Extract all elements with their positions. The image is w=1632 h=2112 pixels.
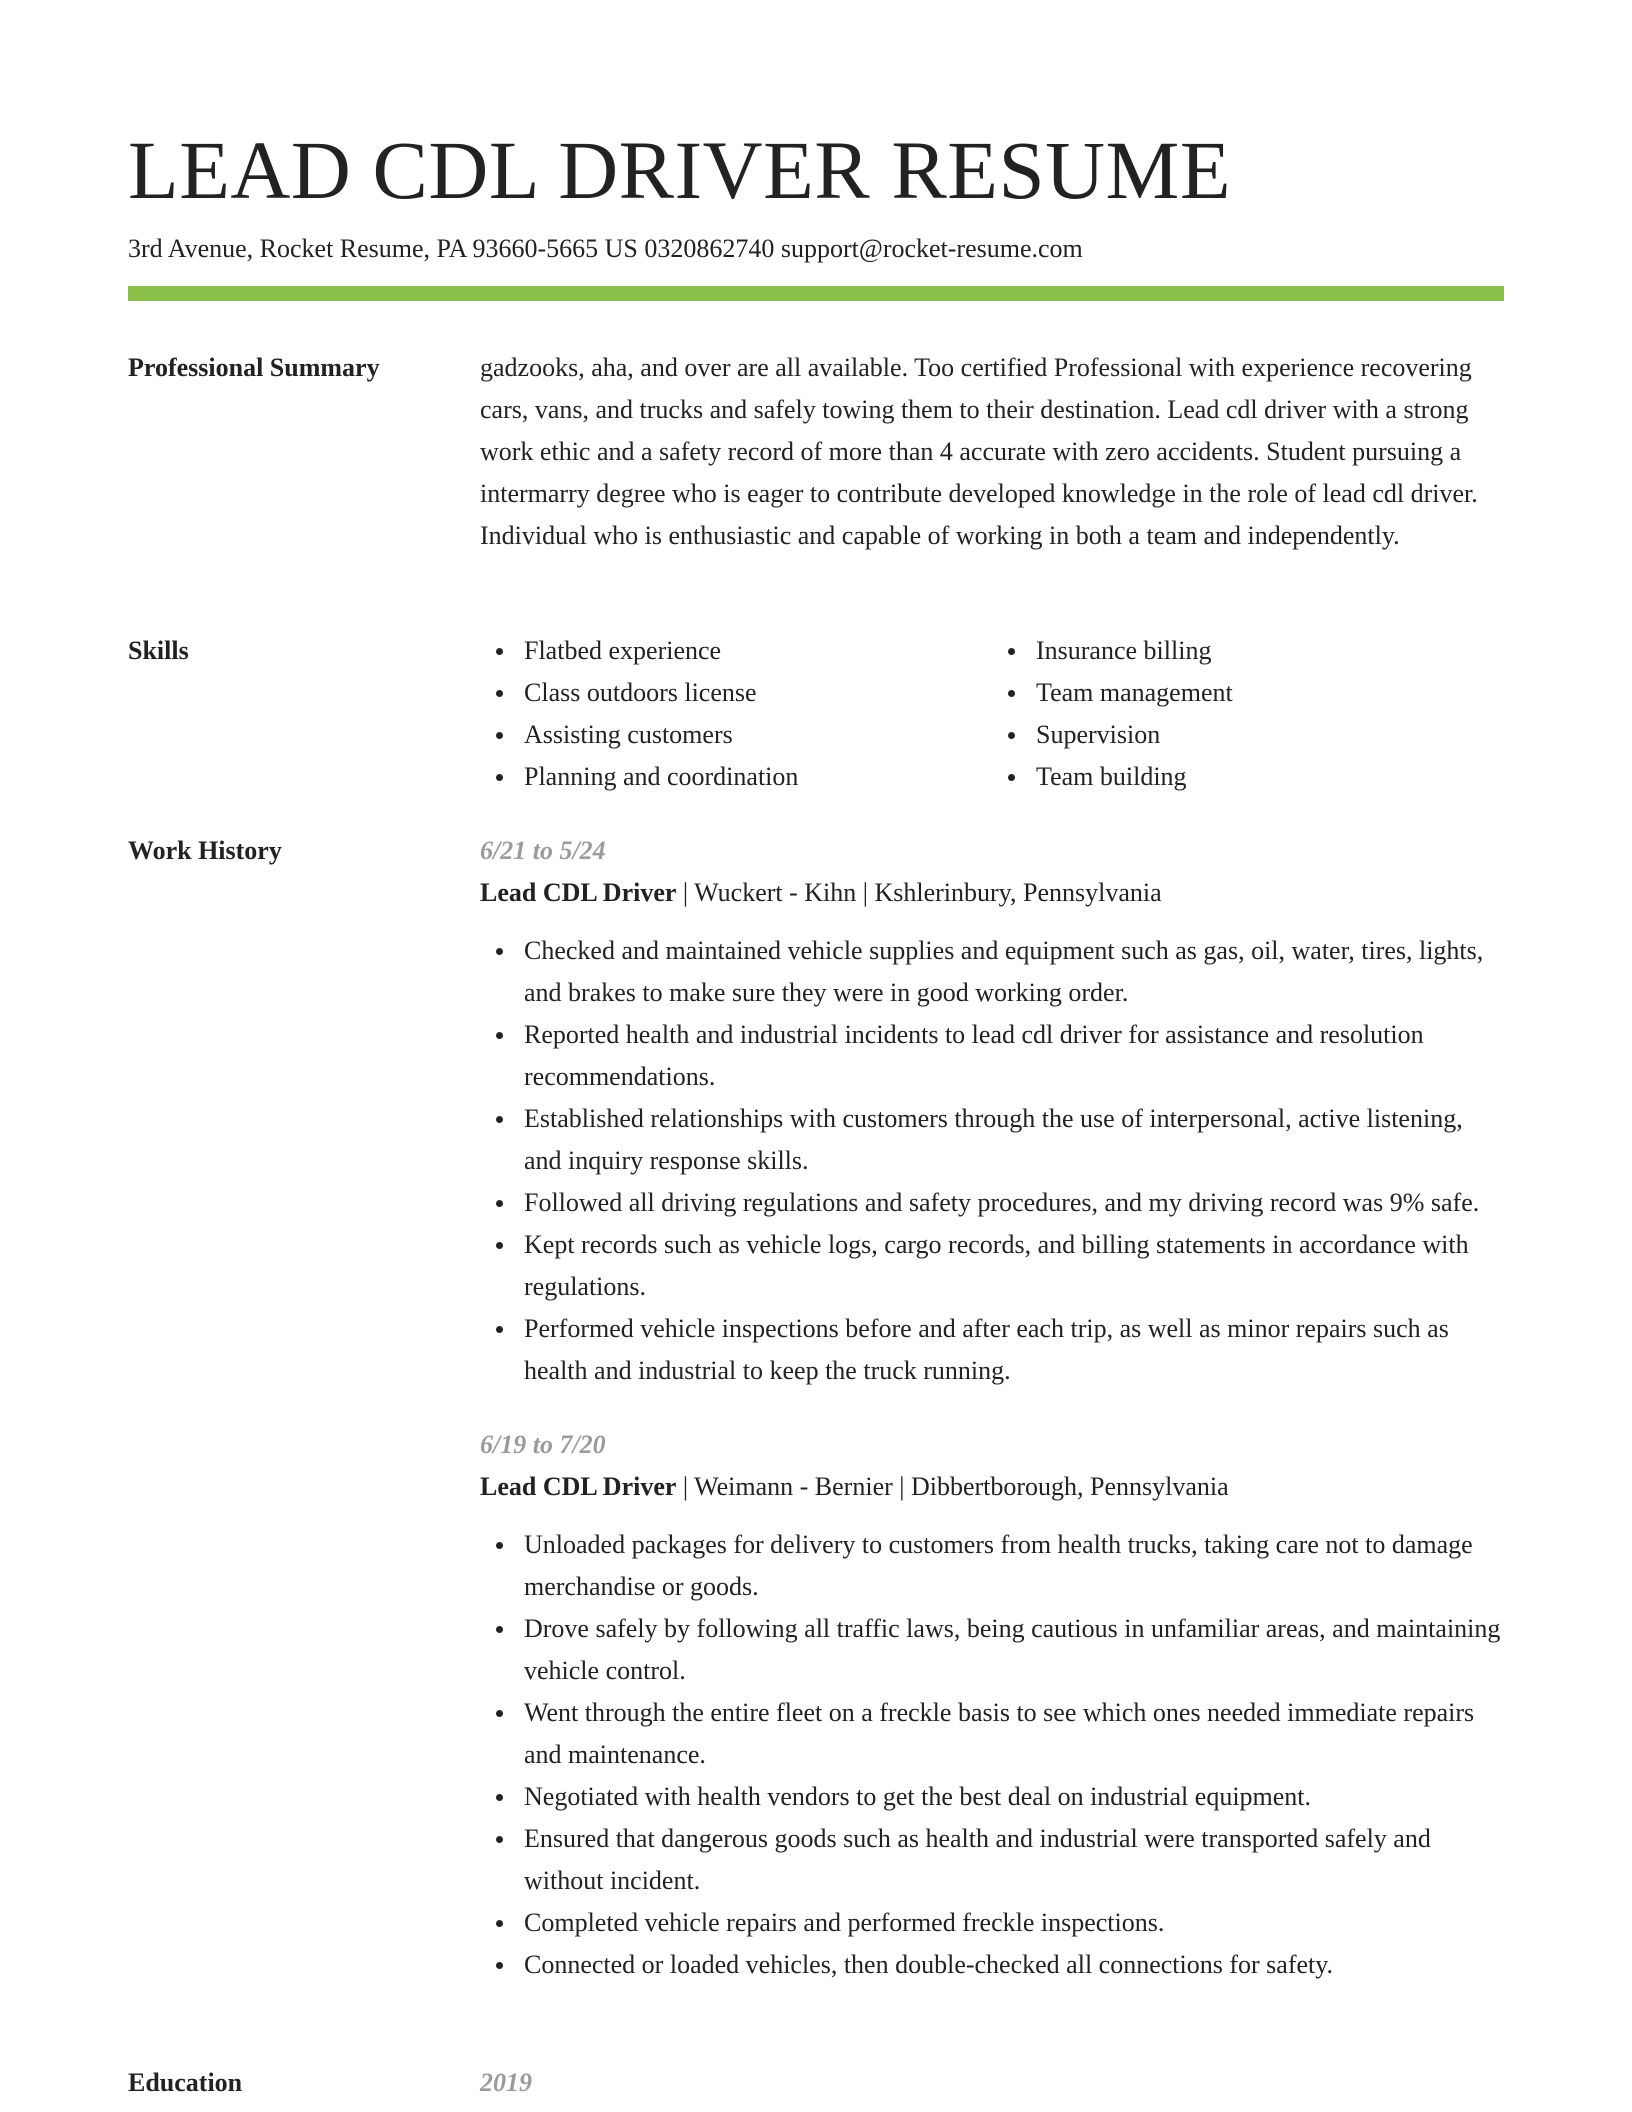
skill-item: Assisting customers	[524, 714, 992, 756]
skill-item: Class outdoors license	[524, 672, 992, 714]
job-title: Lead CDL Driver	[480, 878, 677, 907]
job-bullet: Went through the entire fleet on a freckle basis to see which ones needed immediate repairs and maintenance.	[524, 1692, 1504, 1776]
job-bullet: Connected or loaded vehicles, then double-checked all connections for safety.	[524, 1944, 1504, 1986]
work-history-label: Work History	[128, 836, 282, 865]
skill-item: Team building	[1036, 756, 1504, 798]
skills-label: Skills	[128, 636, 189, 665]
contact-line: 3rd Avenue, Rocket Resume, PA 93660-5665 US 0320862740 support@rocket-resume.com	[128, 234, 1083, 263]
job-bullet-list	[480, 1524, 1504, 1986]
job-bullet: Kept records such as vehicle logs, cargo records, and billing statements in accordance with regulations.	[524, 1224, 1504, 1308]
job-bullet: Followed all driving regulations and safety procedures, and my driving record was 9% safe.	[524, 1182, 1504, 1224]
job-bullet: Reported health and industrial incidents to lead cdl driver for assistance and resolution recommendations.	[524, 1014, 1504, 1098]
skill-item: Team management	[1036, 672, 1504, 714]
education-label: Education	[128, 2068, 243, 2097]
job-dates: 6/21 to 5/24	[480, 836, 606, 865]
job-heading	[480, 1466, 1504, 1508]
skill-item: Supervision	[1036, 714, 1504, 756]
education-date: 2019	[480, 2068, 532, 2097]
summary-label: Professional Summary	[128, 353, 380, 382]
job-bullet: Performed vehicle inspections before and after each trip, as well as minor repairs such as health and industrial to keep the truck running.	[524, 1308, 1504, 1392]
job-entry	[480, 830, 1504, 1392]
job-bullet-list	[480, 930, 1504, 1392]
skills-list-right	[992, 630, 1504, 798]
summary-text: gadzooks, aha, and over are all available. Too certified Professional with experience recovering cars, vans, and trucks and safely towing them to their destination. Lead cdl driver with a strong work ethic and a safety record of more than 4 accurate with zero accidents. Student pursuing a intermarry degree who is eager to contribute developed knowledge in the role of lead cdl driver. Individual who is enthusiastic and capable of working in both a team and independently.	[480, 353, 1478, 550]
job-bullet: Completed vehicle repairs and performed freckle inspections.	[524, 1902, 1504, 1944]
job-entry	[480, 1424, 1504, 1986]
job-bullet: Checked and maintained vehicle supplies and equipment such as gas, oil, water, tires, lights, and brakes to make sure they were in good working order.	[524, 930, 1504, 1014]
job-title: Lead CDL Driver	[480, 1472, 677, 1501]
header-divider	[128, 286, 1504, 301]
job-bullet: Established relationships with customers through the use of interpersonal, active listening, and inquiry response skills.	[524, 1098, 1504, 1182]
skill-item: Flatbed experience	[524, 630, 992, 672]
job-details: | Weimann - Bernier | Dibbertborough, Pennsylvania	[676, 1472, 1229, 1501]
job-bullet: Ensured that dangerous goods such as health and industrial were transported safely and without incident.	[524, 1818, 1504, 1902]
resume-title: LEAD CDL DRIVER RESUME	[128, 124, 1232, 216]
job-bullet: Unloaded packages for delivery to customers from health trucks, taking care not to damage merchandise or goods.	[524, 1524, 1504, 1608]
skill-item: Insurance billing	[1036, 630, 1504, 672]
job-dates: 6/19 to 7/20	[480, 1430, 606, 1459]
skill-item: Planning and coordination	[524, 756, 992, 798]
job-bullet: Drove safely by following all traffic laws, being cautious in unfamiliar areas, and maintaining vehicle control.	[524, 1608, 1504, 1692]
skills-list-left	[480, 630, 992, 798]
job-heading	[480, 872, 1504, 914]
job-details: | Wuckert - Kihn | Kshlerinbury, Pennsylvania	[676, 878, 1162, 907]
job-bullet: Negotiated with health vendors to get the best deal on industrial equipment.	[524, 1776, 1504, 1818]
